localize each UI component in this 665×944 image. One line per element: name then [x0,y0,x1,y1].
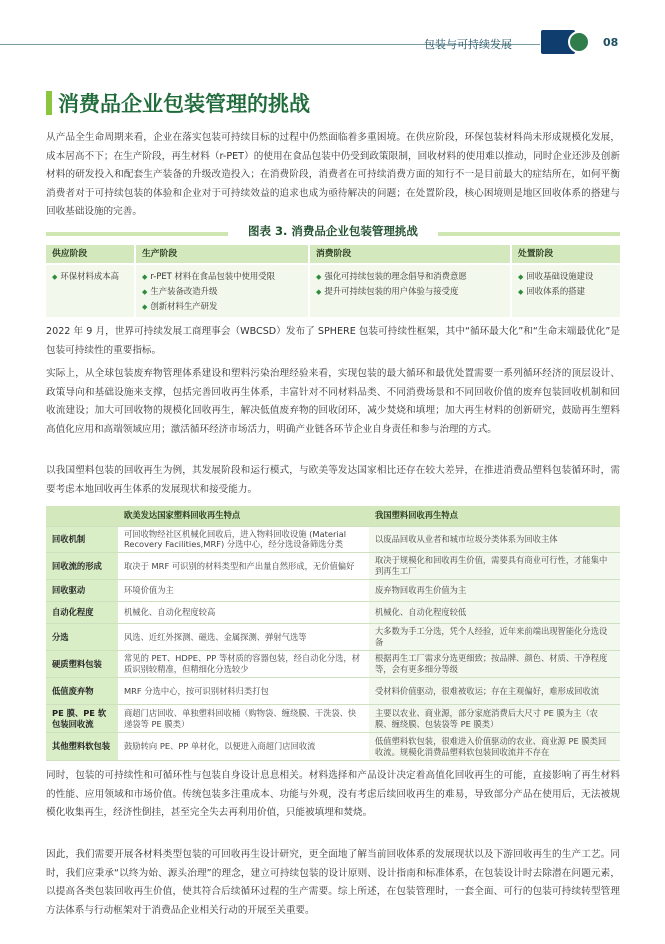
challenge-table [46,245,620,317]
paragraph-4: 以我国塑料包装的回收再生为例，其发展阶段和运行模式，与欧美等发达国家相比还存在较大差异，在推进消费品塑料包装循环时，需要考虑本地回收再生体系的发展现状和接受能力。 [46,465,620,495]
paragraph-5: 同时，包装的可持续性和可循环性与包装自身设计息息相关。材料选择和产品设计决定着高值化回收再生的可能，直接影响了再生材料的性能、应用领域和市场价值。传统包装多注重成本、功能与外观，没有考虑后续回收再生的难易，导致部分产品在使用后，无法被规模化收集再生，经济性倒挂，甚至完全失去再利用价值，只能被填埋和焚烧。 [46,770,620,819]
diamond-bullet-icon: ◆ [316,288,322,296]
row-cell-western: 取决于 MRF 可识别的材料类型和产出量自然形成，无价值偏好 [118,553,369,580]
challenge-item: ◆ 创新材料生产研发 [142,301,218,311]
row-label: 回收驱动 [46,580,118,602]
row-label: 硬质塑料包装 [46,651,118,678]
row-label: PE 膜、PE 软包装回收流 [46,705,118,733]
row-cell-western: 鼓励转向 PE、PP 单材化，以便进入商超门店回收流 [118,733,369,761]
challenge-column-consumption [310,245,510,317]
row-cell-western: 机械化、自动化程度较高 [118,602,369,624]
row-cell-western: MRF 分选中心，按可识别材料归类打包 [118,678,369,705]
table-row [46,624,620,651]
row-label: 回收流的形成 [46,553,118,580]
diamond-bullet-icon: ◆ [142,303,148,311]
figure-3-title-bar [46,223,620,243]
paragraph-6: 因此，我们需要开展各材料类型包装的可回收再生设计研究，更全面地了解当前回收体系的发展现状以及下游回收再生的生产工艺。同时，我们应秉承“以终为始、源头治理”的理念，建立可持续包装的设计原则、设计指南和标准体系，在包装设计时去除潜在问题元素，以提高各类包装回收再生价值，使其符合后续循环过程的生产需要。综上所述，在包装管理时，一套全面、可行的包装可持续转型管理方法体系与行动框架对于消费品企业相关行动的开展至关重要。 [46,849,620,916]
row-cell-china: 低值塑料软包装，很难进入价值驱动的农业、商业源 PE 膜类回收流。规模化消费品塑料软包装回收流并不存在 [369,733,620,761]
recycling-comparison-table [46,506,620,761]
table-header-cell: 我国塑料回收再生特点 [369,506,620,526]
challenge-column-production [136,245,308,317]
challenge-column-disposal [512,245,620,317]
table-row [46,580,620,602]
challenge-stage-label: 消费阶段 [310,245,510,263]
diamond-bullet-icon: ◆ [316,273,322,281]
table-header-cell [46,506,118,526]
row-cell-china: 机械化、自动化程度较低 [369,602,620,624]
challenge-item: ◆ 环保材料成本高 [52,271,120,281]
challenge-stage-label: 生产阶段 [136,245,308,263]
challenge-item: ◆ 强化可持续包装的理念倡导和消费意愿 [316,271,467,281]
row-cell-china: 大多数为手工分选，凭个人经验，近年来前端出现智能化分选设备 [369,624,620,651]
table-row [46,733,620,761]
table-row [46,678,620,705]
table-row [46,602,620,624]
page-number: 08 [603,36,619,49]
paragraph-1: 从产品全生命周期来看，企业在落实包装可持续目标的过程中仍然面临着多重困境。在供应阶段，环保包装材料尚未形成规模化发展，成本居高不下；在生产阶段，再生材料（r-PET）的使用在食品包装中仍受到政策限制，回收材料的使用难以推动，同时企业还涉及创新材料的研发投入和配套生产装备的升级改造投入；在消费阶段，消费者在可持续消费方面的知行不一是目前最大的症结所在，如何平衡消费者对于可持续包装的体验和企业对于可持续效益的追求也成为亟待解决的问题；在处置阶段，核心困境则是地区回收体系的搭建与回收基础设施的完善。 [46,132,620,218]
challenge-stage-label: 供应阶段 [46,245,134,263]
row-label: 自动化程度 [46,602,118,624]
row-cell-china: 废弃物回收再生价值为主 [369,580,620,602]
paragraph-2: 2022 年 9 月，世界可持续发展工商理事会（WBCSD）发布了 SPHERE 包装可持续性框架，其中“循环最大化”和“生命末端最优化”是包装可持续性的重要指标。 [46,326,620,356]
figure-3-title: 图表 3. 消费品企业包装管理挑战 [248,224,418,238]
row-cell-western: 常见的 PET、HDPE、PP 等材质的容器包装，经自动化分选，材质识别较精准，但精细化分选较少 [118,651,369,678]
row-cell-western: 环境价值为主 [118,580,369,602]
challenge-item: ◆ 回收基础设施建设 [518,271,594,281]
row-cell-china: 取决于规模化和回收再生价值，需要具有商业可行性，才能集中到再生工厂 [369,553,620,580]
table-row [46,705,620,733]
challenge-item: ◆ 生产装备改造升级 [142,286,218,296]
diamond-bullet-icon: ◆ [142,273,148,281]
table-header-cell: 欧美发达国家塑料回收再生特点 [118,506,369,526]
section-title-marker [46,91,52,115]
row-cell-western: 可回收物经社区机械化回收后，进入物料回收设施 (Material Recovery Facilities,MRF) 分选中心，经分选设备筛选分类 [118,526,369,553]
challenge-item: ◆ 提升可持续包装的用户体验与接受度 [316,286,459,296]
table-row [46,526,620,553]
row-cell-china: 以废品回收从业者和城市垃圾分类体系为回收主体 [369,526,620,553]
row-label: 其他塑料软包装 [46,733,118,761]
emblem-logo-icon [568,31,590,53]
challenge-item: ◆ 回收体系的搭建 [518,286,586,296]
diamond-bullet-icon: ◆ [142,288,148,296]
row-cell-china: 根据再生工厂需求分选更细致；按品牌、颜色、材质、干净程度等，会有更多细分等级 [369,651,620,678]
row-label: 分选 [46,624,118,651]
table-header-row [46,506,620,526]
row-label: 低值废弃物 [46,678,118,705]
diamond-bullet-icon: ◆ [52,273,58,281]
challenge-item: ◆ r-PET 材料在食品包装中使用受限 [142,271,275,281]
challenge-column-supply [46,245,134,317]
challenge-stage-label: 处置阶段 [512,245,620,263]
table-row [46,651,620,678]
section-title: 消费品企业包装管理的挑战 [58,92,310,116]
paragraph-3: 实际上，从全球包装废弃物管理体系建设和塑料污染治理经验来看，实现包装的最大循环和最优处置需要一系列循环经济的顶层设计、政策导向和基础设施来支撑，包括完善回收再生体系，丰富针对不同材料品类、不同消费场景和不同回收价值的废弃包装回收机制和回收流建设；加大可回收物的规模化回收再生，解决低值废弃物的回收闭环，减少焚烧和填埋；加大再生材料的创新研究，鼓励再生塑料高值化应用和高端领域应用；激活循环经济市场活力，明确产业链各环节企业自身责任和参与治理的方式。 [46,368,620,435]
table-row [46,553,620,580]
row-cell-china: 主要以农业、商业源，部分家庭消费后大尺寸 PE 膜为主（农膜、缠绕膜、包装袋等 PE 膜类） [369,705,620,733]
row-cell-china: 受材料价值驱动，很难被收运；存在主观偏好，难形成回收流 [369,678,620,705]
row-cell-western: 商超门店回收、单独塑料回收桶（购物袋、缠绕膜、干洗袋、快递袋等 PE 膜类） [118,705,369,733]
diamond-bullet-icon: ◆ [518,273,524,281]
header-title: 包装与可持续发展 [424,38,512,51]
row-cell-western: 风选、近红外探测、磁选、金属探测、弹射气选等 [118,624,369,651]
diamond-bullet-icon: ◆ [518,288,524,296]
row-label: 回收机制 [46,526,118,553]
